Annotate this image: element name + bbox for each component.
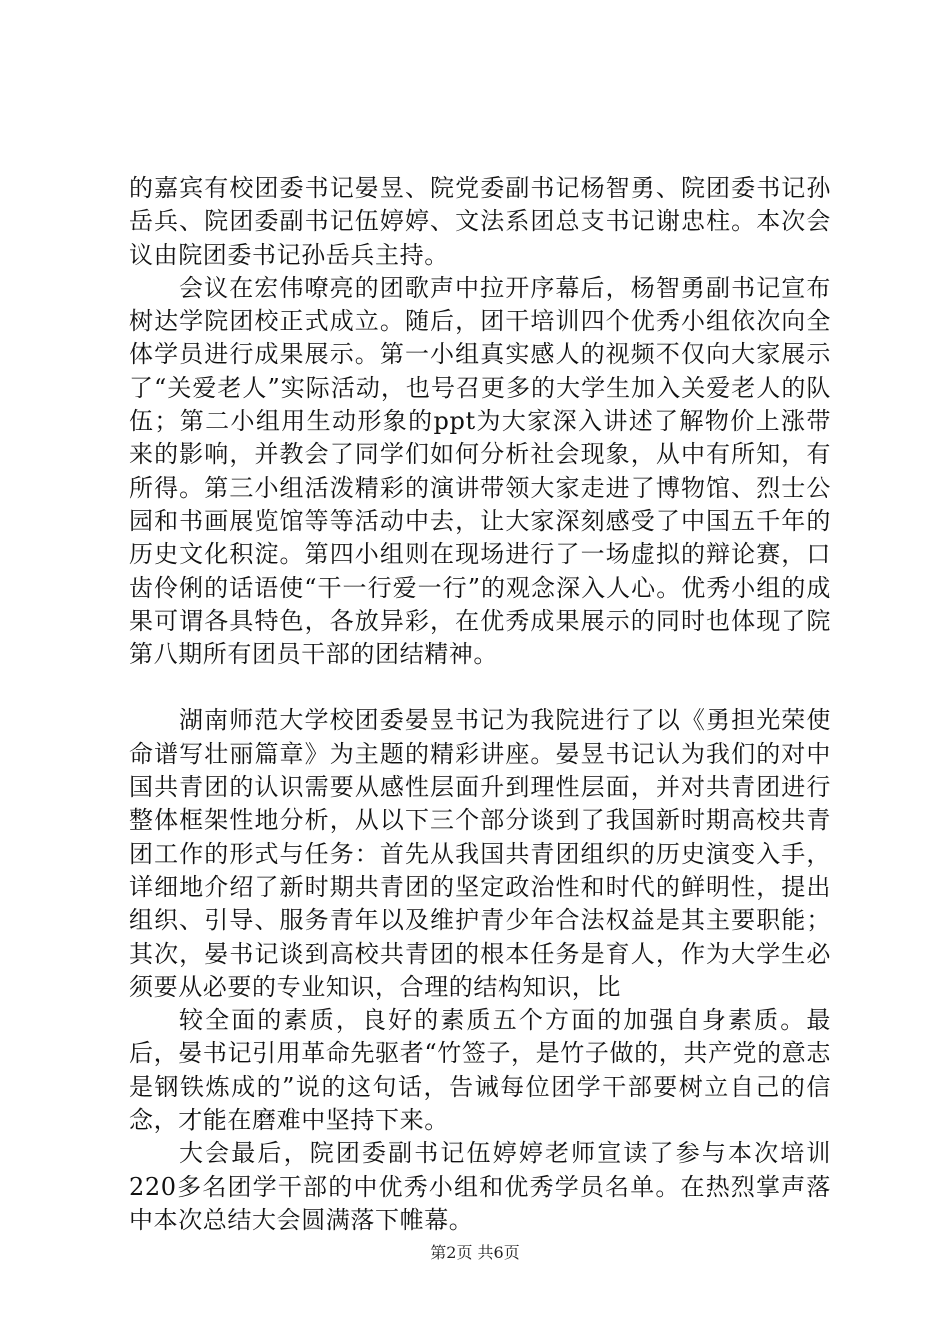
paragraph-lecture-continued: 较全面的素质，良好的素质五个方面的加强自身素质。最后，晏书记引用革命先驱者“竹签子，是竹子做的，共产党的意志是钢铁炼成的”说的这句话，告诫每位团学干部要树立自己的信念，才能在磨难中坚持下来。 <box>129 1006 831 1135</box>
page-number-footer: 第2页 共6页 <box>430 1243 520 1262</box>
paragraph-guests: 的嘉宾有校团委书记晏昱、院党委副书记杨智勇、院团委书记孙岳兵、院团委副书记伍婷婷、文法系团总支书记谢忠柱。本次会议由院团委书记孙岳兵主持。 <box>129 174 831 269</box>
paragraph-lecture: 湖南师范大学校团委晏昱书记为我院进行了以《勇担光荣使命谱写壮丽篇章》为主题的精彩讲座。晏昱书记认为我们的对中国共青团的认识需要从感性层面升到理性层面，并对共青团进行整体框架性地分析，从以下三个部分谈到了我国新时期高校共青团工作的形式与任务：首先从我国共青团组织的历史演变入手，详细地介绍了新时期共青团的坚定政治性和时代的鲜明性，提出组织、引导、服务青年以及维护青少年合法权益是其主要职能；其次，晏书记谈到高校共青团的根本任务是育人，作为大学生必须要从必要的专业知识，合理的结构知识，比 <box>129 706 831 1001</box>
document-body <box>129 172 831 1237</box>
paragraph-closing: 大会最后，院团委副书记伍婷婷老师宣读了参与本次培训220多名团学干部的中优秀小组和优秀学员名单。在热烈掌声落中本次总结大会圆满落下帷幕。 <box>129 1139 831 1234</box>
paragraph-ceremony: 会议在宏伟嘹亮的团歌声中拉开序幕后，杨智勇副书记宣布树达学院团校正式成立。随后，团干培训四个优秀小组依次向全体学员进行成果展示。第一小组真实感人的视频不仅向大家展示了“关爱老人”实际活动，也号召更多的大学生加入关爱老人的队伍；第二小组用生动形象的ppt为大家深入讲述了解物价上涨带来的影响，并教会了同学们如何分析社会现象，从中有所知，有所得。第三小组活泼精彩的演讲带领大家走进了博物馆、烈士公园和书画展览馆等等活动中去，让大家深刻感受了中国五千年的历史文化积淀。第四小组则在现场进行了一场虚拟的辩论赛，口齿伶俐的话语使“干一行爱一行”的观念深入人心。优秀小组的成果可谓各具特色，各放异彩，在优秀成果展示的同时也体现了院第八期所有团员干部的团结精神。 <box>129 273 831 669</box>
